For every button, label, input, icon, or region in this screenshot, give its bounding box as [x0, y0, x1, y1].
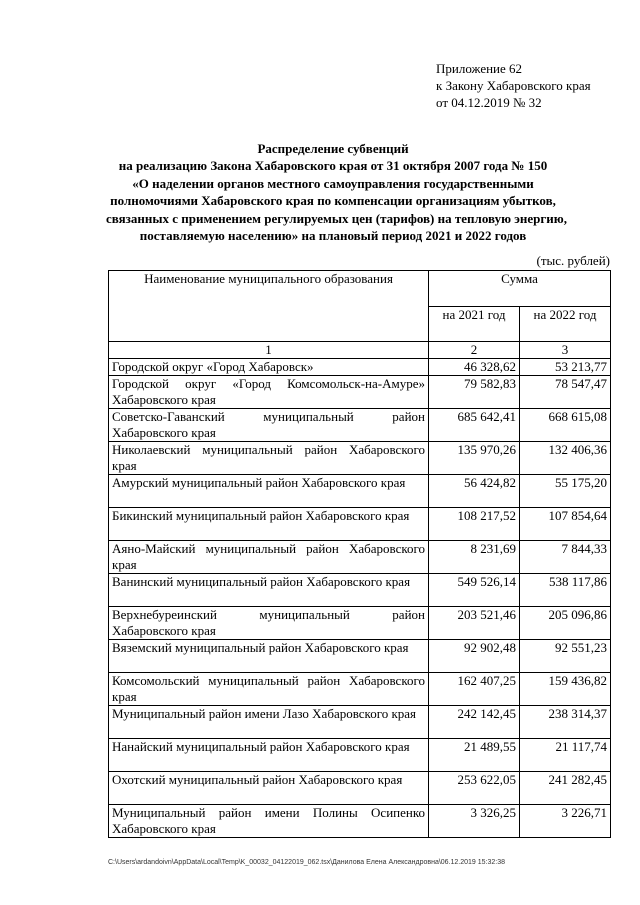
municipality-name: Городской округ «Город Комсомольск-на-Амуре» Хабаровского края: [109, 376, 429, 409]
municipality-name: Советско-Гаванский муниципальный район Хабаровского края: [109, 409, 429, 442]
table-row: [109, 574, 611, 607]
table-row: [109, 475, 611, 508]
municipality-name: Бикинский муниципальный район Хабаровского края: [109, 508, 429, 541]
amount-2021: 203 521,46: [429, 607, 520, 640]
amount-2021: 79 582,83: [429, 376, 520, 409]
header-2022: на 2022 год: [520, 306, 611, 342]
amount-2022: 53 213,77: [520, 359, 611, 376]
column-number-1: 1: [109, 342, 429, 359]
appendix-date: от 04.12.2019 № 32: [436, 95, 542, 110]
amount-2022: 668 615,08: [520, 409, 611, 442]
table-row: [109, 376, 611, 409]
amount-2021: 549 526,14: [429, 574, 520, 607]
column-numbers-row: [109, 342, 611, 359]
title-line-5: связанных с применением регулируемых цен (тарифов) на тепловую энергию,: [106, 210, 567, 226]
appendix-header: [436, 60, 591, 111]
header-name: Наименование муниципального образования: [109, 271, 429, 342]
title-line-4: полномочиями Хабаровского края по компенсации организациям убытков,: [110, 193, 556, 209]
table-row: [109, 739, 611, 772]
table-row: [109, 805, 611, 838]
units-label: (тыс. рублей): [536, 253, 610, 268]
table-row: [109, 409, 611, 442]
column-number-3: 3: [520, 342, 611, 359]
header-sum: Сумма: [429, 271, 611, 307]
table-row: [109, 442, 611, 475]
amount-2022: 107 854,64: [520, 508, 611, 541]
table-row: [109, 673, 611, 706]
table-row: [109, 359, 611, 376]
amount-2022: 21 117,74: [520, 739, 611, 772]
municipality-name: Вяземский муниципальный район Хабаровского края: [109, 640, 429, 673]
municipality-name: Городской округ «Город Хабаровск»: [109, 359, 429, 376]
table-row: [109, 640, 611, 673]
municipality-name: Верхнебуреинский муниципальный район Хабаровского края: [109, 607, 429, 640]
title-line-6: поставляемую населению» на плановый период 2021 и 2022 годов: [139, 228, 527, 244]
amount-2021: 253 622,05: [429, 772, 520, 805]
amount-2022: 241 282,45: [520, 772, 611, 805]
amount-2021: 8 231,69: [429, 541, 520, 574]
amount-2021: 46 328,62: [429, 359, 520, 376]
amount-2021: 162 407,25: [429, 673, 520, 706]
table-row: [109, 706, 611, 739]
title-line-2: на реализацию Закона Хабаровского края от 31 октября 2007 года № 150: [118, 158, 548, 174]
column-number-2: 2: [429, 342, 520, 359]
municipality-name: Николаевский муниципальный район Хабаровского края: [109, 442, 429, 475]
title-line-3: «О наделении органов местного самоуправления государственными: [132, 175, 534, 191]
amount-2022: 538 117,86: [520, 574, 611, 607]
document-title: [106, 140, 567, 244]
municipality-name: Нанайский муниципальный район Хабаровского края: [109, 739, 429, 772]
amount-2022: 3 226,71: [520, 805, 611, 838]
amount-2021: 685 642,41: [429, 409, 520, 442]
municipality-name: Комсомольский муниципальный район Хабаровского края: [109, 673, 429, 706]
subsidy-table: [108, 270, 611, 838]
municipality-name: Муниципальный район имени Полины Осипенко Хабаровского края: [109, 805, 429, 838]
table-row: [109, 508, 611, 541]
table-row: [109, 772, 611, 805]
municipality-name: Охотский муниципальный район Хабаровского края: [109, 772, 429, 805]
amount-2022: 205 096,86: [520, 607, 611, 640]
amount-2022: 159 436,82: [520, 673, 611, 706]
table-row: [109, 607, 611, 640]
amount-2022: 55 175,20: [520, 475, 611, 508]
municipality-name: Амурский муниципальный район Хабаровского края: [109, 475, 429, 508]
table-header-row: [109, 271, 611, 307]
amount-2021: 92 902,48: [429, 640, 520, 673]
amount-2021: 3 326,25: [429, 805, 520, 838]
amount-2022: 7 844,33: [520, 541, 611, 574]
header-2021: на 2021 год: [429, 306, 520, 342]
municipality-name: Муниципальный район имени Лазо Хабаровского края: [109, 706, 429, 739]
municipality-name: Аяно-Майский муниципальный район Хабаровского края: [109, 541, 429, 574]
municipality-name: Ванинский муниципальный район Хабаровского края: [109, 574, 429, 607]
amount-2022: 78 547,47: [520, 376, 611, 409]
appendix-law: к Закону Хабаровского края: [436, 78, 591, 93]
amount-2021: 56 424,82: [429, 475, 520, 508]
appendix-number: Приложение 62: [436, 61, 523, 76]
amount-2021: 242 142,45: [429, 706, 520, 739]
amount-2021: 21 489,55: [429, 739, 520, 772]
file-path-footer: C:\Users\ardandoivn\AppData\Local\Temp\K_00032_04122019_062.tsx\Данилова Елена Александровна\06.12.2019 15:32:38: [108, 859, 506, 866]
table-row: [109, 541, 611, 574]
amount-2022: 92 551,23: [520, 640, 611, 673]
amount-2022: 238 314,37: [520, 706, 611, 739]
amount-2022: 132 406,36: [520, 442, 611, 475]
amount-2021: 108 217,52: [429, 508, 520, 541]
title-line-1: Распределение субвенций: [257, 141, 409, 156]
amount-2021: 135 970,26: [429, 442, 520, 475]
